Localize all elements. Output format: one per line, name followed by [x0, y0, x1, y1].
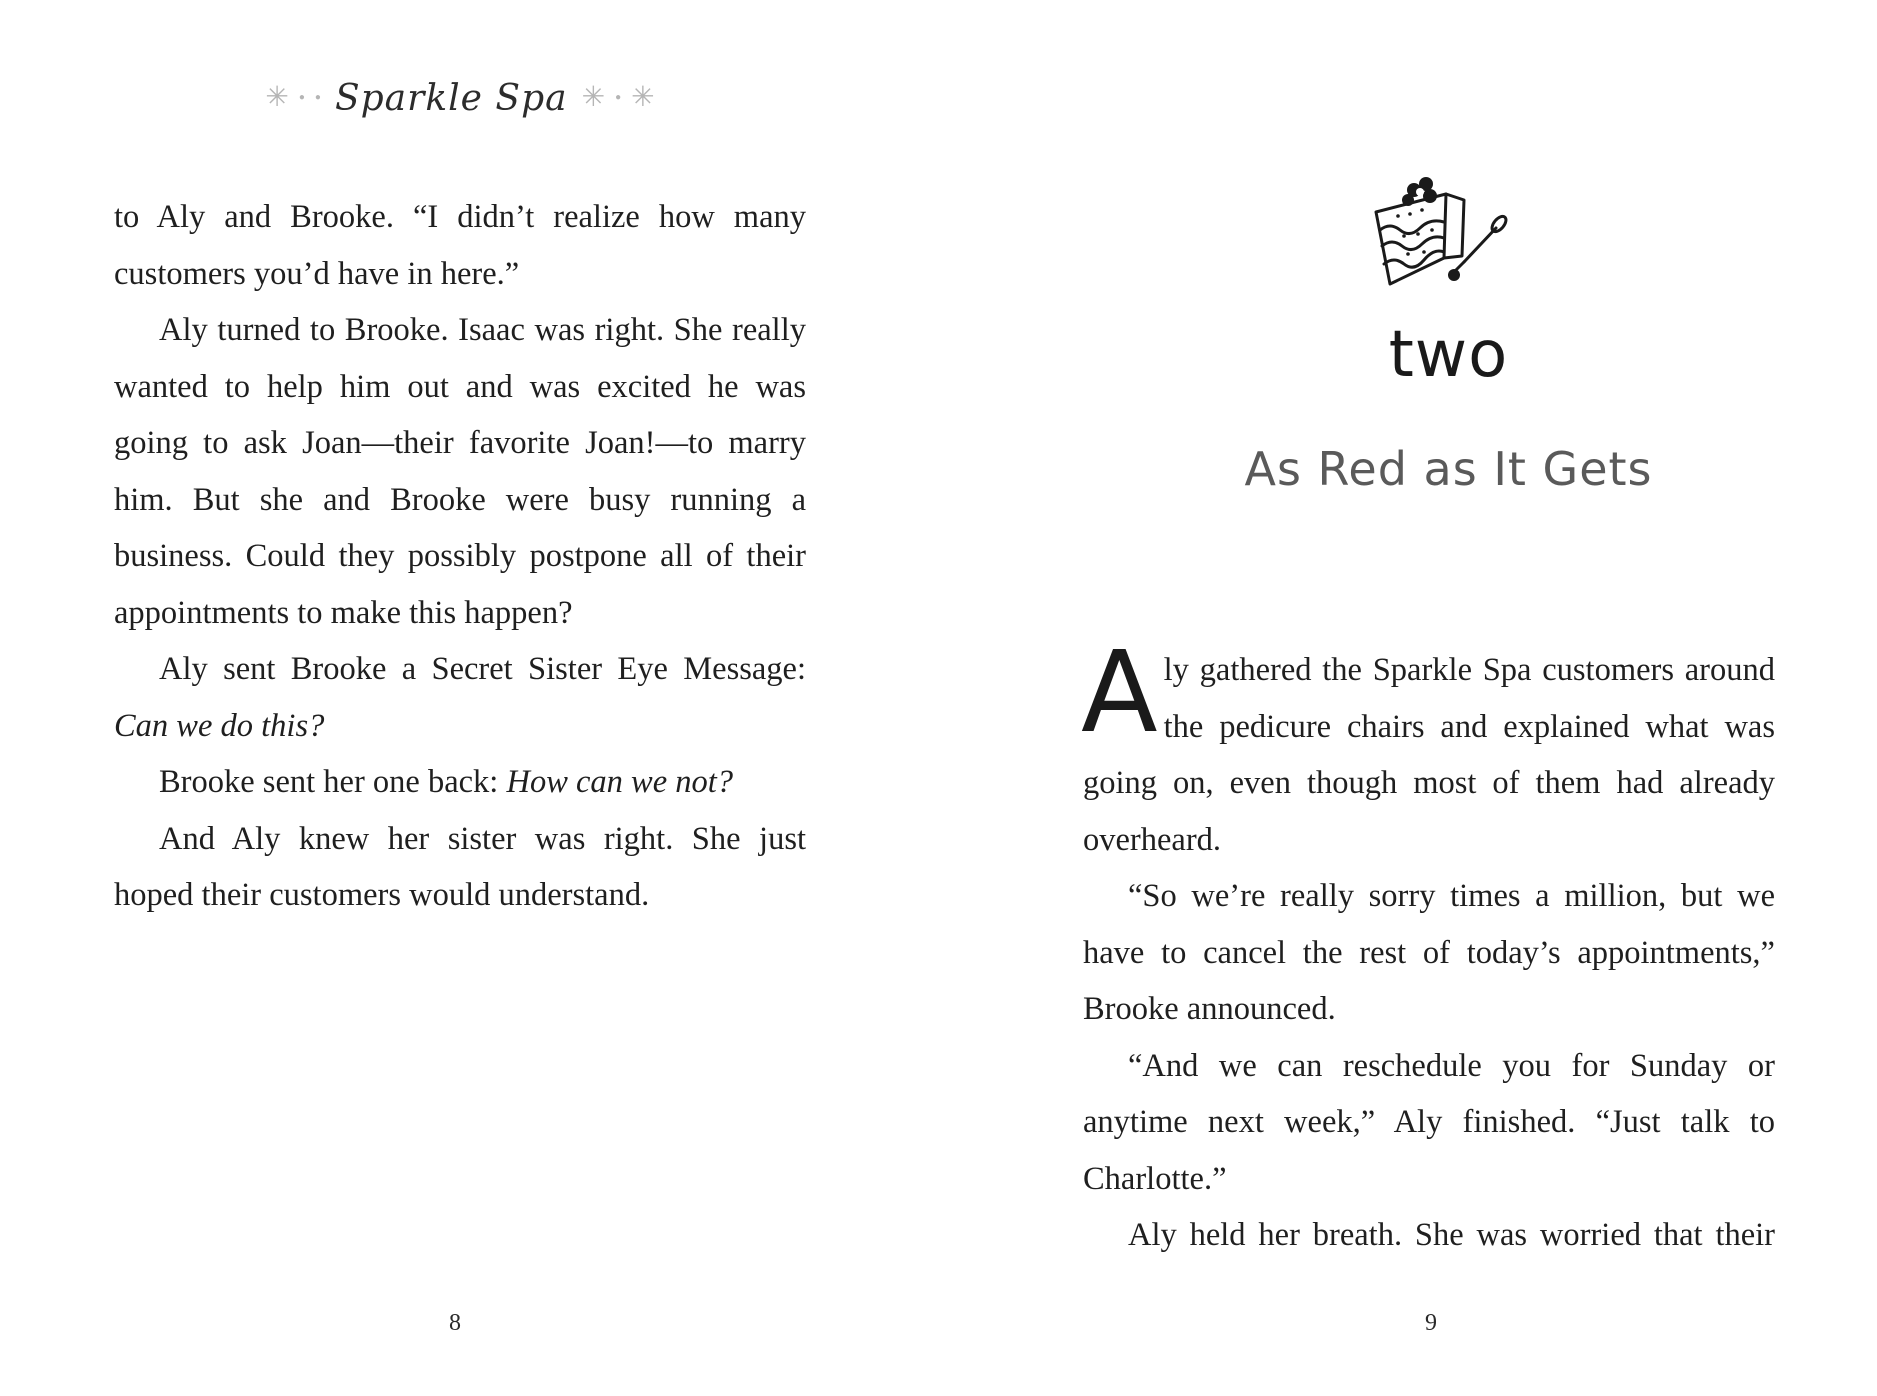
right-page	[938, 0, 1877, 1396]
paragraph: Aly turned to Brooke. Isaac was right. She really wanted to help him out and was excited he was going to ask Joan—their favorite Joan!—to marry him. But she and Brooke were busy running a business. Could they possibly postpone all of their appointments to make this happen?	[114, 312, 806, 631]
paragraph	[1081, 628, 1775, 868]
paragraph: And Aly knew her sister was right. She just hoped their customers would understand.	[114, 820, 806, 913]
paragraph-text: ly gathered the Sparkle Spa customers around the pedicure chairs and explained what was going on, even though most of them had already overheard.	[1083, 652, 1775, 858]
sparkle-right-icon: ✳ ● ✳	[581, 82, 655, 113]
paragraph: “So we’re really sorry times a million, but we have to cancel the rest of today’s appointments,” Brooke announced.	[1083, 878, 1775, 1027]
paragraph-text: Brooke sent her one back:	[159, 764, 499, 800]
italic-thought: Can we do this?	[114, 707, 325, 744]
left-page	[0, 0, 938, 1396]
chapter-number: two	[1388, 318, 1509, 392]
chapter-title: As Red as It Gets	[1244, 442, 1653, 496]
page-number: 9	[1425, 1310, 1437, 1336]
running-header	[250, 58, 670, 138]
cake-slice-icon	[1368, 172, 1508, 302]
paragraph: to Aly and Brooke. “I didn’t realize how many customers you’d have in here.”	[114, 199, 806, 292]
page-number: 8	[449, 1310, 461, 1336]
paragraph	[114, 641, 806, 754]
italic-thought: How can we not?	[506, 764, 734, 800]
sparkle-left-icon: ✳ ● ●	[265, 82, 321, 113]
drop-cap: A	[1081, 628, 1158, 758]
body-text	[1081, 628, 1775, 1264]
body-text	[114, 189, 806, 924]
paragraph: Aly held her breath. She was worried that their	[1128, 1217, 1775, 1253]
paragraph-text: Aly sent Brooke a Secret Sister Eye Message:	[159, 651, 806, 687]
paragraph: “And we can reschedule you for Sunday or anytime next week,” Aly finished. “Just talk to Charlotte.”	[1083, 1047, 1775, 1197]
header-title: Sparkle Spa	[334, 77, 568, 119]
paragraph	[114, 754, 806, 811]
